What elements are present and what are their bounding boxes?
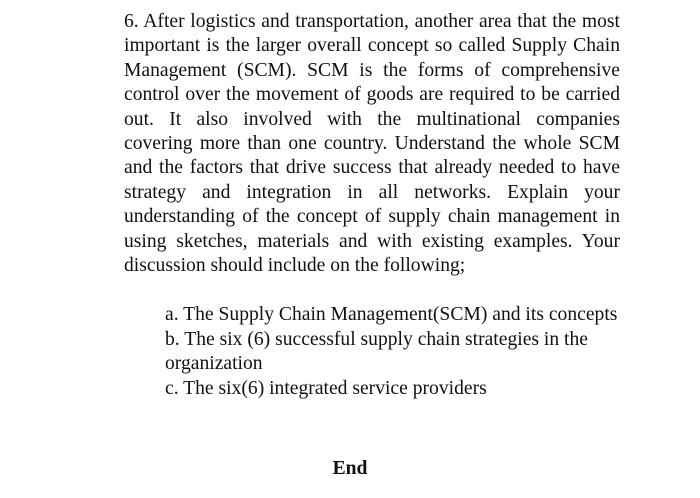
- question-text: 6. After logistics and transportation, another area that the most important is the larger overall concept so called Supply Chain Management (SCM). SCM is the forms of comprehensive control over the movement of goods are required to be carried out. It also involved with the multinational companies covering more than one country. Understand the whole SCM and the factors that drive success that already needed to have strategy and integration in all networks. Explain your understanding of the concept of supply chain management in using sketches, materials and with existing examples. Your discussion should include on the following;: [124, 11, 620, 277]
- list-item-a: a. The Supply Chain Management(SCM) and its concepts: [165, 304, 618, 326]
- list-item-b: b. The six (6) successful supply chain strategies in the organization: [165, 328, 588, 375]
- question-block: [124, 10, 620, 401]
- end-label: End: [332, 458, 368, 479]
- requirements-list: [165, 303, 625, 401]
- list-item-c: c. The six(6) integrated service providers: [165, 377, 487, 399]
